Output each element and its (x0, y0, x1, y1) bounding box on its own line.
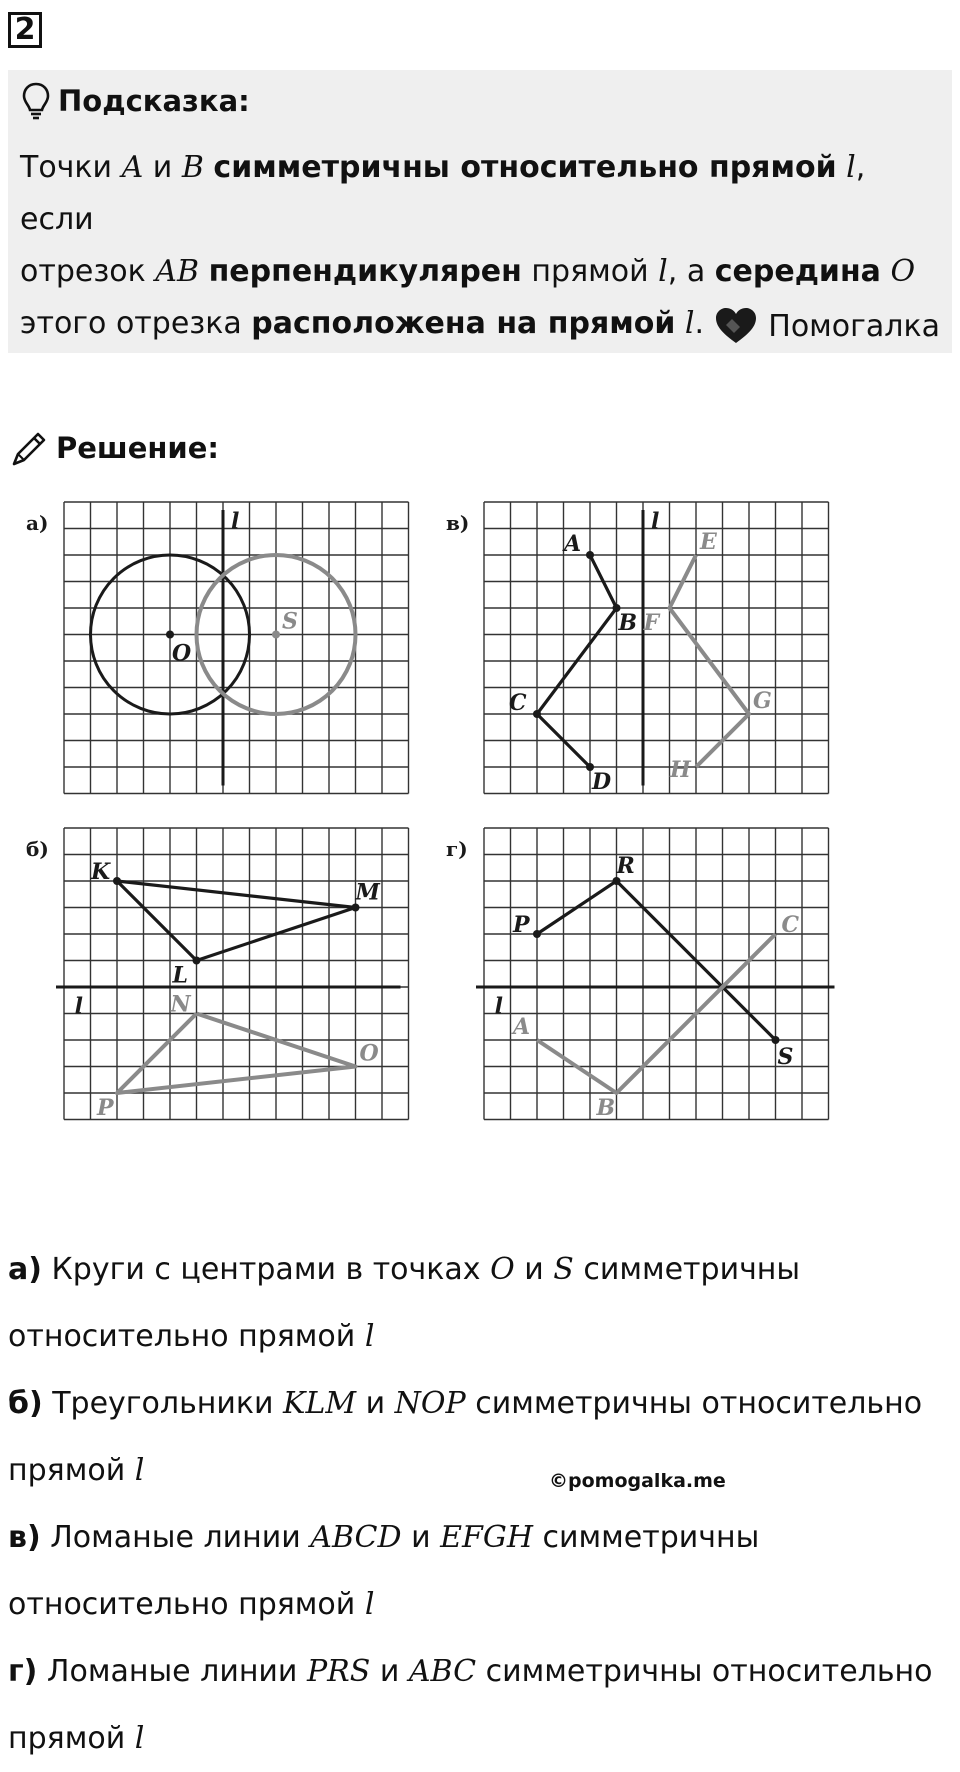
label-B: B (596, 1095, 616, 1121)
math: l (134, 1453, 145, 1488)
math-AB: AB (155, 254, 200, 289)
line-l-label: l (650, 508, 660, 535)
text: , а (667, 254, 715, 289)
symmetry-figure (18, 492, 944, 1214)
text (837, 150, 847, 185)
label-F: F (643, 610, 660, 636)
label-H: H (670, 757, 691, 783)
label-O: O (359, 1040, 379, 1067)
label-G: G (753, 688, 772, 714)
line-l-label: l (74, 993, 83, 1020)
math: NOP (394, 1386, 466, 1421)
label-N: N (170, 991, 191, 1018)
math-l: l (684, 306, 695, 341)
solution-header (10, 428, 219, 468)
label-E: E (700, 529, 717, 555)
answer-v-cont (8, 1571, 952, 1638)
label-P: P (513, 912, 530, 938)
math: l (134, 1721, 145, 1756)
text: Ломаные линии (40, 1520, 311, 1555)
text: Круги с центрами в точках (41, 1252, 491, 1287)
panel-label-g: г) (446, 837, 468, 861)
line-l-label: l (494, 993, 503, 1020)
text: и (143, 150, 182, 185)
text: . (694, 306, 705, 341)
label-R: R (616, 853, 635, 879)
panel-label-b: б) (26, 837, 49, 861)
grid-panel-g (446, 828, 835, 1121)
line-l-label: l (230, 508, 240, 535)
point-S (772, 1036, 780, 1044)
point-O (166, 631, 174, 639)
answer-a-cont (8, 1303, 952, 1370)
text: и (514, 1252, 554, 1287)
hint-line-2 (20, 246, 940, 298)
math: O (490, 1252, 515, 1287)
math: ABCD (310, 1520, 402, 1555)
text: прямой (8, 1721, 135, 1756)
math-l: l (658, 254, 668, 289)
point-K (113, 877, 121, 885)
label-M: M (355, 879, 380, 906)
text (204, 150, 214, 185)
answer-g (8, 1638, 952, 1705)
text: Точки (20, 150, 122, 185)
text: симметричны относительно (465, 1386, 923, 1421)
answer-v (8, 1504, 952, 1571)
hint-box (8, 70, 952, 353)
math: PRS (306, 1654, 371, 1689)
panel-label-a: а) (26, 511, 49, 535)
point-C (533, 710, 541, 718)
lightbulb-icon (22, 82, 50, 120)
label-L: L (172, 962, 188, 989)
label-O: O (172, 640, 192, 667)
bold-text: симметричны относительно прямой (213, 150, 837, 185)
math: KLM (283, 1386, 357, 1421)
text: относительно прямой (8, 1319, 365, 1354)
answer-tag: г) (8, 1654, 38, 1689)
text: симметричны относительно (476, 1654, 933, 1689)
panel-label-v: в) (446, 511, 470, 535)
bold-text: перпендикулярен (208, 254, 522, 289)
math: S (553, 1252, 574, 1287)
math-O: O (890, 254, 916, 289)
triangle-NOP (117, 1014, 356, 1094)
answer-g-cont (8, 1705, 952, 1772)
bold-text: расположена на прямой (251, 306, 676, 341)
text: этого отрезка (20, 306, 252, 341)
answer-a (8, 1236, 952, 1303)
text: отрезок (20, 254, 156, 289)
text (199, 254, 209, 289)
math-A: A (121, 150, 144, 185)
triangle-KLM (117, 881, 356, 961)
point-A (586, 551, 594, 559)
grid-panel-b (26, 828, 409, 1121)
point-L (193, 957, 201, 965)
text: симметричны (573, 1252, 801, 1287)
watermark: ©pomogalka.me (549, 1470, 726, 1492)
grid-panel-a (26, 502, 409, 794)
text: Треугольники (42, 1386, 284, 1421)
solution-title: Решение: (56, 431, 220, 465)
bold-text: середина (714, 254, 881, 289)
answer-tag: в) (8, 1520, 41, 1555)
hint-header (22, 82, 250, 120)
heart-icon (714, 307, 758, 345)
text: относительно прямой (8, 1587, 365, 1622)
answer-tag: а) (8, 1252, 42, 1287)
text: , если (20, 150, 866, 237)
text: прямой (521, 254, 659, 289)
text: симметричны (532, 1520, 760, 1555)
text: и (370, 1654, 409, 1689)
math-B: B (181, 150, 204, 185)
point-P (533, 930, 541, 938)
label-C: C (509, 690, 527, 716)
label-K: K (91, 859, 111, 885)
label-A: A (564, 531, 582, 557)
text: и (401, 1520, 441, 1555)
text: прямой (8, 1453, 135, 1488)
label-S: S (282, 608, 298, 635)
text: и (356, 1386, 395, 1421)
grid-panel-v (446, 502, 829, 795)
answer-b-cont (8, 1437, 952, 1504)
label-A: A (513, 1014, 531, 1040)
math: ABC (408, 1654, 477, 1689)
point-S (272, 631, 280, 639)
text (675, 306, 685, 341)
hint-line-1 (20, 142, 940, 246)
answer-tag: б) (8, 1386, 43, 1421)
label-S: S (777, 1044, 794, 1070)
label-C: C (781, 912, 800, 938)
hint-title: Подсказка: (58, 84, 250, 118)
text: Ломаные линии (37, 1654, 307, 1689)
math: l (364, 1319, 375, 1354)
task-number: 2 (8, 12, 42, 48)
answer-b (8, 1370, 952, 1437)
label-B: B (618, 610, 638, 636)
math: EFGH (440, 1520, 533, 1555)
answers (8, 1236, 952, 1772)
label-D: D (592, 769, 612, 795)
math-l: l (846, 150, 856, 185)
brand[interactable] (714, 307, 940, 345)
label-P: P (97, 1095, 114, 1121)
pencil-icon (10, 428, 50, 468)
brand-name[interactable]: Помогалка (768, 308, 940, 344)
math: l (364, 1587, 375, 1622)
